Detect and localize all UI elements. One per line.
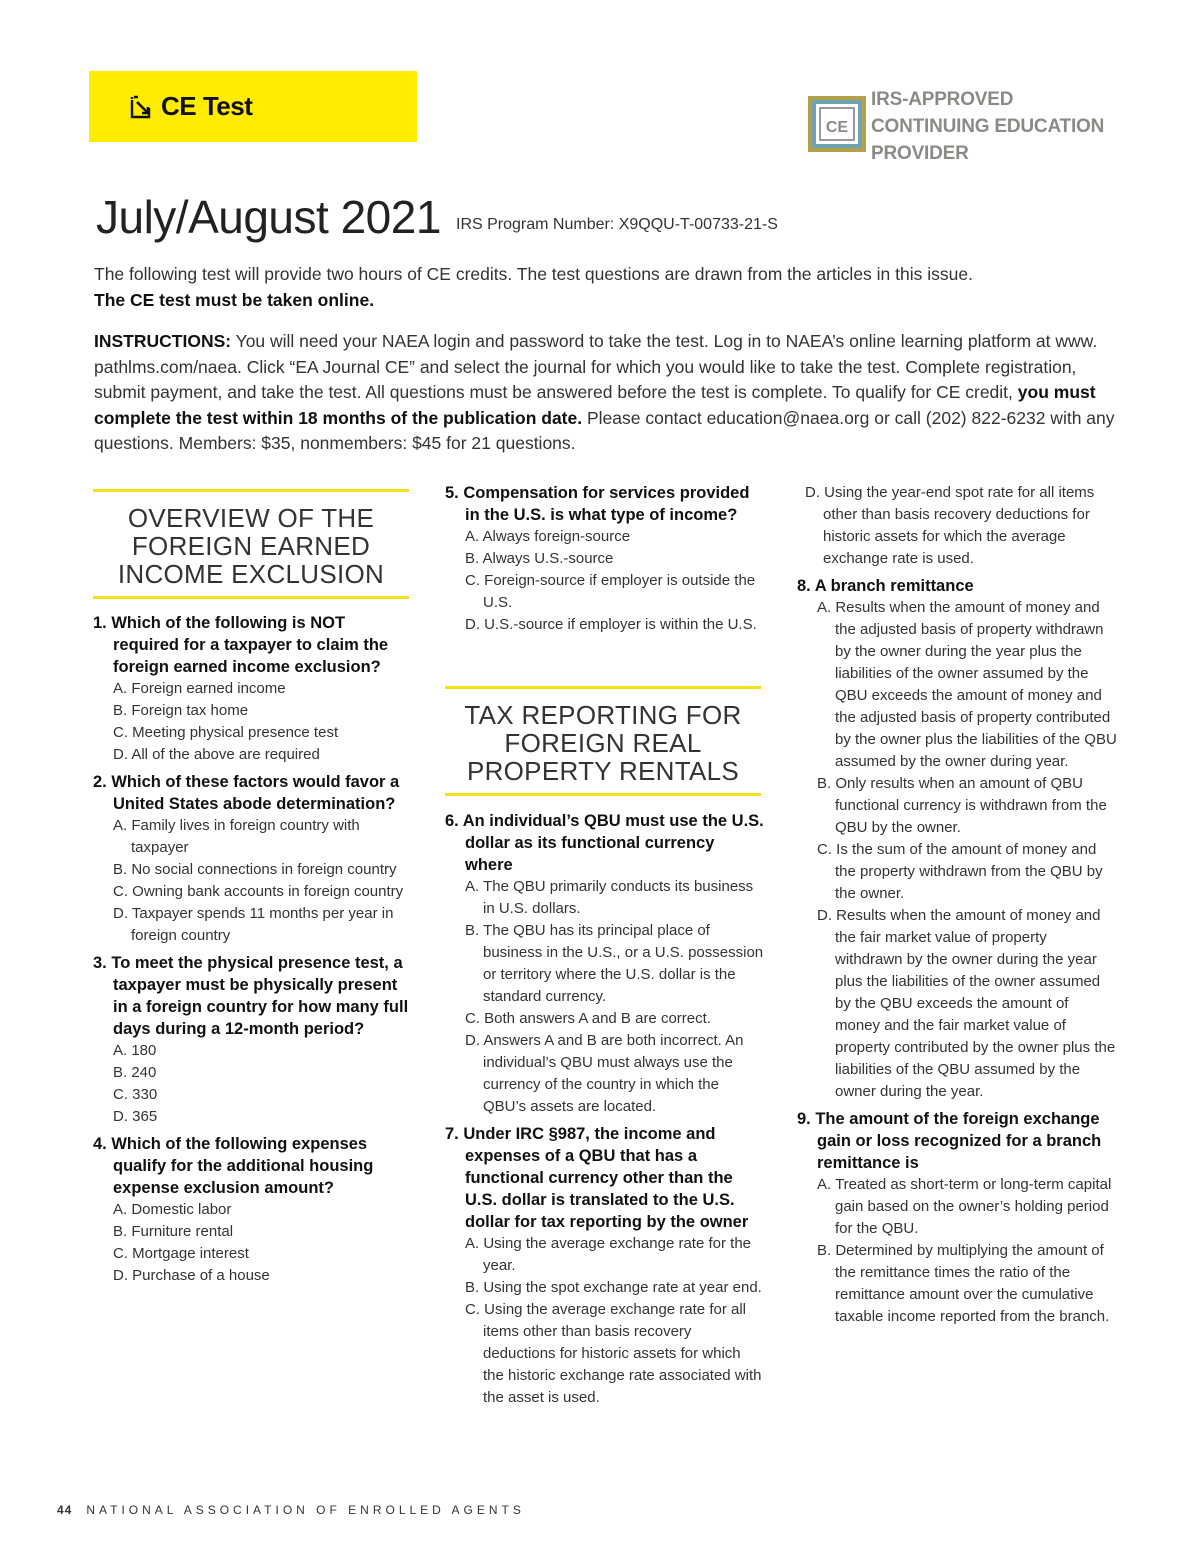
answer-option: C. Using the average exchange rate for all items other than basis recovery deductions for historic assets for which the historic exchange rate associated with the asset is used. bbox=[465, 1301, 762, 1406]
question-3 bbox=[93, 952, 411, 1128]
answer-option: D. All of the above are required bbox=[113, 746, 320, 763]
question-7-continued bbox=[797, 482, 1117, 570]
answer-option: C. Mortgage interest bbox=[113, 1245, 249, 1262]
publication-name: NATIONAL ASSOCIATION OF ENROLLED AGENTS bbox=[86, 1503, 525, 1517]
answer-option: C. Meeting physical presence test bbox=[113, 724, 339, 741]
column-1 bbox=[93, 612, 411, 1292]
column-2-bottom bbox=[445, 810, 765, 1414]
answer-option: B. No social connections in foreign country bbox=[113, 861, 397, 878]
ce-logo-text: CE bbox=[825, 119, 849, 136]
question-text: 6. An individual’s QBU must use the U.S. dollar as its functional currency where bbox=[445, 812, 764, 874]
answer-option: A. 180 bbox=[113, 1042, 157, 1059]
question-7 bbox=[445, 1123, 765, 1409]
section-heading-tax-reporting: TAX REPORTING FOR FOREIGN REAL PROPERTY RENTALS bbox=[445, 686, 761, 796]
ce-provider-logo bbox=[808, 96, 866, 152]
column-3 bbox=[797, 482, 1117, 1333]
instructions-label: INSTRUCTIONS: bbox=[94, 331, 232, 351]
question-text: 7. Under IRC §987, the income and expenses of a QBU that has a functional currency other than the U.S. dollar is translated to the U.S. dollar for tax reporting by the owner bbox=[445, 1125, 749, 1231]
answer-option: D. 365 bbox=[113, 1108, 158, 1125]
answer-option: D. Answers A and B are both incorrect. An individual’s QBU must always use the currency of the country in which the QBU’s assets are located. bbox=[465, 1032, 744, 1115]
answer-option: A. Using the average exchange rate for the year. bbox=[465, 1235, 752, 1274]
answer-option: B. Always U.S.-source bbox=[465, 550, 614, 567]
question-text: 5. Compensation for services provided in the U.S. is what type of income? bbox=[445, 484, 750, 524]
irs-line-2: CONTINUING EDUCATION bbox=[871, 116, 1105, 137]
question-text: 8. A branch remittance bbox=[797, 577, 974, 595]
irs-line-1: IRS-APPROVED bbox=[871, 89, 1014, 110]
answer-option: C. Owning bank accounts in foreign country bbox=[113, 883, 404, 900]
question-text: 3. To meet the physical presence test, a taxpayer must be physically present in a foreign country for how many full days during a 12-month period? bbox=[93, 954, 409, 1038]
intro-paragraph bbox=[94, 262, 1124, 313]
instructions-text-1: You will need your NAEA login and password to take the test. Log in to NAEA’s online learning platform at www. pathlms.com/naea. Click “EA Journal CE” and select the journal for which you would like to take the test. Complete registration, submit payment, and take the test. All questions must be answered before the test is complete. To qualify for CE credit, bbox=[94, 331, 1098, 403]
irs-approved-badge bbox=[808, 86, 1128, 166]
answer-option: A. Domestic labor bbox=[113, 1201, 232, 1218]
instructions-text-2: Please contact education@naea.org or call (202) 822-6232 with any questions. Members: $35, nonmembers: $45 for 21 questions. bbox=[94, 407, 1115, 454]
question-text: 2. Which of these factors would favor a United States abode determination? bbox=[93, 773, 400, 813]
page-number: 44 bbox=[57, 1503, 73, 1517]
irs-provider-text bbox=[871, 86, 1104, 167]
intro-line-2: The CE test must be taken online. bbox=[94, 289, 375, 310]
answer-option: D. Using the year-end spot rate for all items other than basis recovery deductions for historic assets for which the average exchange rate is used. bbox=[805, 484, 1095, 567]
section-heading-overview: OVERVIEW OF THE FOREIGN EARNED INCOME EXCLUSION bbox=[93, 489, 409, 599]
pencil-square-icon bbox=[129, 94, 155, 120]
answer-option: A. Always foreign-source bbox=[465, 528, 631, 545]
question-text: 4. Which of the following expenses qualify for the additional housing expense exclusion amount? bbox=[93, 1135, 374, 1197]
answer-option: D. Taxpayer spends 11 months per year in foreign country bbox=[113, 905, 394, 944]
answer-option: C. Foreign-source if employer is outside the U.S. bbox=[465, 572, 756, 611]
answer-option: B. Using the spot exchange rate at year end. bbox=[465, 1279, 762, 1296]
answer-option: D. Results when the amount of money and the fair market value of property withdrawn by the owner during the year plus the liabilities of the owner assumed by the QBU exceeds the amount of money and the fair market value of property contributed by the owner plus the liabilities of the QBU assumed by the owner during the year. bbox=[817, 907, 1116, 1100]
instructions-paragraph bbox=[94, 329, 1124, 457]
answer-option: B. Determined by multiplying the amount of the remittance times the ratio of the remittance amount over the cumulative taxable income reported from the branch. bbox=[817, 1242, 1110, 1325]
question-2 bbox=[93, 771, 411, 947]
answer-option: C. Is the sum of the amount of money and the property withdrawn from the QBU by the owner. bbox=[817, 841, 1103, 902]
answer-option: B. 240 bbox=[113, 1064, 157, 1081]
question-text: 9. The amount of the foreign exchange gain or loss recognized for a branch remittance is bbox=[797, 1110, 1102, 1172]
answer-option: A. The QBU primarily conducts its business in U.S. dollars. bbox=[465, 878, 754, 917]
answer-option: B. Foreign tax home bbox=[113, 702, 249, 719]
program-number: IRS Program Number: X9QQU-T-00733-21-S bbox=[456, 216, 778, 233]
banner-title: CE Test bbox=[161, 91, 253, 121]
question-8 bbox=[797, 575, 1117, 1103]
intro-line-1: The following test will provide two hours of CE credits. The test questions are drawn from the articles in this issue. bbox=[94, 264, 973, 284]
ce-test-banner bbox=[89, 71, 417, 142]
question-4 bbox=[93, 1133, 411, 1287]
answer-option: A. Results when the amount of money and the adjusted basis of property withdrawn by the owner during the year plus the liabilities of the owner assumed by the QBU exceeds the amount of money and the adjusted basis of property contributed by the owner plus the liabilities of the QBU assumed by the owner during year. bbox=[817, 599, 1117, 770]
question-6 bbox=[445, 810, 765, 1118]
answer-option: D. U.S.-source if employer is within the U.S. bbox=[465, 616, 757, 633]
answer-option: A. Family lives in foreign country with taxpayer bbox=[113, 817, 360, 856]
answer-option: C. 330 bbox=[113, 1086, 158, 1103]
answer-option: D. Purchase of a house bbox=[113, 1267, 270, 1284]
answer-option: C. Both answers A and B are correct. bbox=[465, 1010, 711, 1027]
answer-option: B. Furniture rental bbox=[113, 1223, 234, 1240]
answer-option: B. The QBU has its principal place of business in the U.S., or a U.S. possession or territory where the U.S. dollar is the standard currency. bbox=[465, 922, 764, 1005]
question-9 bbox=[797, 1108, 1117, 1328]
answer-option: B. Only results when an amount of QBU functional currency is withdrawn from the QBU by the owner. bbox=[817, 775, 1107, 836]
question-1 bbox=[93, 612, 411, 766]
irs-line-3: PROVIDER bbox=[871, 143, 969, 164]
answer-option: A. Treated as short-term or long-term capital gain based on the owner’s holding period for the QBU. bbox=[817, 1176, 1112, 1237]
column-2-top bbox=[445, 482, 765, 641]
question-text: 1. Which of the following is NOT required for a taxpayer to claim the foreign earned income exclusion? bbox=[93, 614, 389, 676]
issue-date: July/August 2021 bbox=[96, 191, 441, 243]
answer-option: A. Foreign earned income bbox=[113, 680, 286, 697]
question-5 bbox=[445, 482, 765, 636]
instructions-bold: you must complete the test within 18 months of the publication date. bbox=[94, 382, 1096, 428]
page-footer bbox=[57, 1503, 525, 1517]
